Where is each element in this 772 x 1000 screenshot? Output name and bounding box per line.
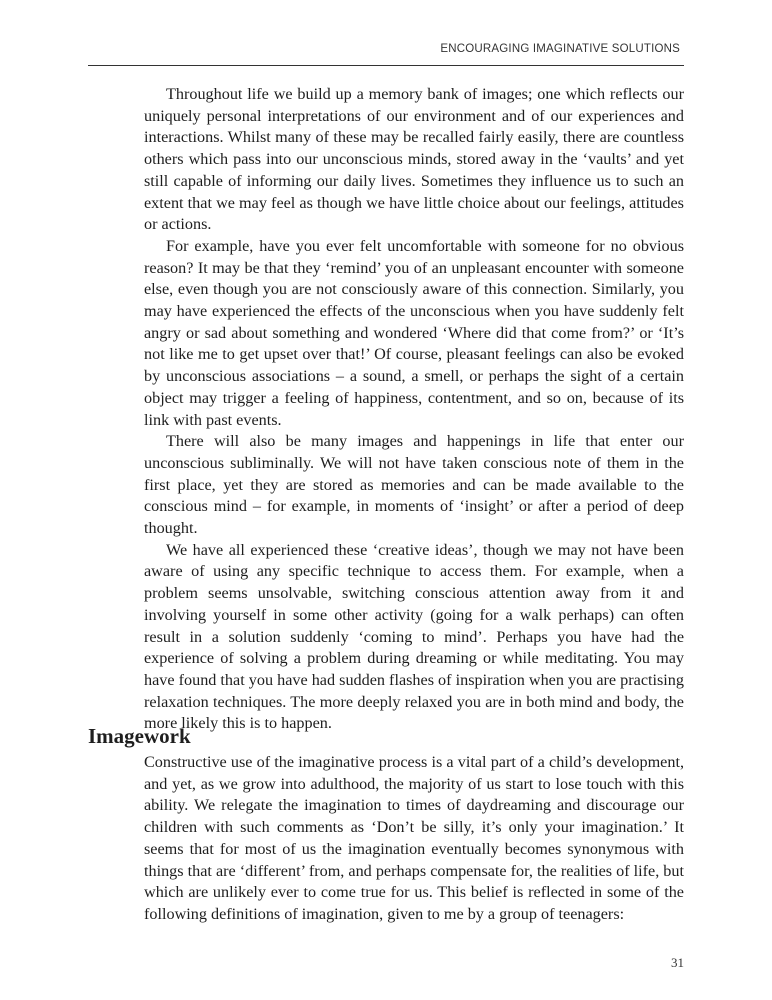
paragraph: For example, have you ever felt uncomfortable with someone for no obvious reason? It may be that they ‘remind’ you of an unpleasant encounter with someone else, even though you are not consciously aware of this connection. Similarly, you may have experienced the effects of the unconscious when you have suddenly felt angry or sad about something and wondered ‘Where did that come from?’ or ‘It’s not like me to get upset over that!’ Of course, pleasant feelings can also be evoked by unconscious associations – a sound, a smell, or perhaps the sight of a certain object may trigger a feeling of happiness, contentment, and so on, because of its link with past events. [144,236,684,429]
paragraph: Constructive use of the imaginative process is a vital part of a child’s development, and yet, as we grow into adulthood, the majority of us start to lose touch with this ability. We relegate the imagination to times of daydreaming and discourage our children with such comments as ‘Don’t be silly, it’s only your imagination.’ It seems that for most of us the imagination eventually becomes synonymous with things that are ‘different’ from, and perhaps compensate for, the realities of life, but which are unlikely ever to come true for us. This belief is reflected in some of the following definitions of imagination, given to me by a group of teenagers: [144,753,684,923]
header-rule [88,65,684,66]
page-number: 31 [671,955,684,970]
running-header: ENCOURAGING IMAGINATIVE SOLUTIONS [440,43,680,55]
section-body [144,752,684,926]
body-text [144,84,684,735]
paragraph: We have all experienced these ‘creative ideas’, though we may not have been aware of using any specific technique to access them. For example, when a problem seems unsolvable, switching conscious attention away from it and involving yourself in some other activity (going for a walk perhaps) can often result in a solution suddenly ‘coming to mind’. Perhaps you have had the experience of solving a problem during dreaming or while meditating. You may have found that you have had sudden flashes of inspiration when you are practising relaxation techniques. The more deeply relaxed you are in both mind and body, the more likely this is to happen. [144,540,684,733]
section-heading: Imagework [88,724,191,748]
paragraph: Throughout life we build up a memory bank of images; one which reflects our uniquely personal interpretations of our environment and of our experiences and interactions. Whilst many of these may be recalled fairly easily, there are countless others which pass into our unconscious minds, stored away in the ‘vaults’ and yet still capable of informing our daily lives. Sometimes they influence us to such an extent that we may feel as though we have little choice about our feelings, attitudes or actions. [144,85,684,234]
paragraph: There will also be many images and happenings in life that enter our unconscious subliminally. We will not have taken conscious note of them in the first place, yet they are stored as memories and can be made available to the conscious mind – for example, in moments of ‘insight’ or after a period of deep thought. [144,432,684,538]
